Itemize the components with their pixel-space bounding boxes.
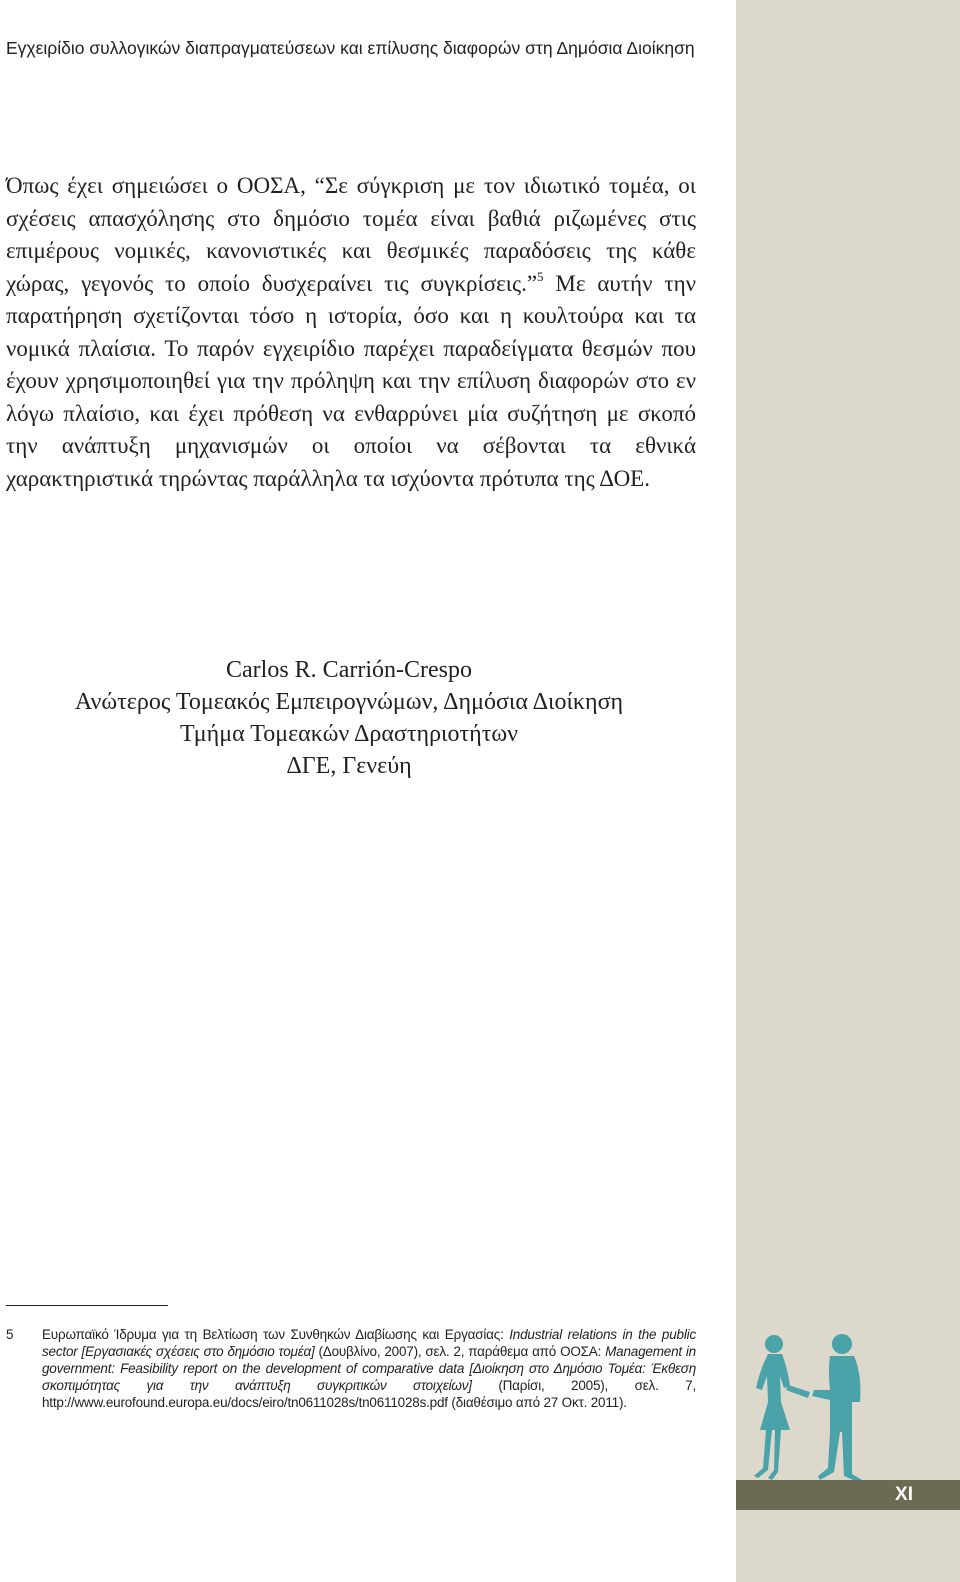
- footnote-text: [42, 1326, 696, 1411]
- signature-role: Ανώτερος Τομεακός Εμπειρογνώμων, Δημόσια Διοίκηση: [74, 689, 624, 715]
- signature-office: ΔΓΕ, Γενεύη: [286, 753, 412, 779]
- footnote-text-3: (Παρίσι, 2005), σελ. 7, http://www.eurofound.europa.eu/docs/eiro/tn0611028s/tn0611028s.pdf (διαθέσιμο από 27 Οκτ. 2011).: [42, 1378, 696, 1410]
- footnote-text-1: Ευρωπαϊκό Ίδρυμα για τη Βελτίωση των Συνθηκών Διαβίωσης και Εργασίας:: [42, 1327, 510, 1342]
- page-number-tab: [736, 1480, 960, 1510]
- footnote-reference[interactable]: 5: [537, 268, 544, 284]
- signature-name: Carlos R. Carrión-Crespo: [226, 657, 472, 683]
- footnote-italic-2: Management in government: Feasibility report on the development of comparative data [Διοίκηση στο Δημόσιο Τομέα: Έκθεση σκοπιμότητας για την ανάπτυξη συγκριτικών στοιχείων]: [42, 1344, 696, 1393]
- body-paragraph: [6, 170, 696, 495]
- footnote: [6, 1326, 696, 1411]
- running-header: Εγχειρίδιο συλλογικών διαπραγματεύσεων και επίλυσης διαφορών στη Δημόσια Διοίκηση: [6, 38, 695, 58]
- page-number: XI: [895, 1484, 913, 1505]
- footnote-italic-1: Industrial relations in the public sector [Εργασιακές σχέσεις στο δημόσιο τομέα]: [42, 1327, 696, 1359]
- body-text-part-1: Όπως έχει σημειώσει ο ΟΟΣΑ, “Σε σύγκριση με τον ιδιωτικό τομέα, οι σχέσεις απασχόλησης στο δημόσιο τομέα είναι βαθιά ριζωμένες στις επιμέρους νομικές, κανονιστικές και θεσμικές παραδόσεις της κάθε χώρας, γεγονός το οποίο δυσχεραίνει τις συγκρίσεις.”: [6, 173, 696, 296]
- people-figures-icon: [744, 1330, 874, 1485]
- footnote-text-2: (Δουβλίνο, 2007), σελ. 2, παράθεμα από ΟΟΣΑ:: [314, 1344, 606, 1359]
- signature-department: Τμήμα Τομεακών Δραστηριοτήτων: [180, 721, 518, 747]
- footnote-separator: [6, 1305, 168, 1306]
- signature-block: [0, 654, 698, 782]
- body-text-part-2: Με αυτήν την παρατήρηση σχετίζονται τόσο η ιστορία, όσο και η κουλτούρα και τα νομικά πλαίσια. Το παρόν εγχειρίδιο παρέχει παραδείγματα θεσμών που έχουν χρησιμοποιηθεί για την πρόληψη και την επίλυση διαφορών στο εν λόγω πλαίσιο, και έχει πρόθεση να ενθαρρύνει μία συζήτηση με σκοπό την ανάπτυξη μηχανισμών οι οποίοι να σέβονται τα εθνικά χαρακτηριστικά τηρώντας παράλληλα τα ισχύοντα πρότυπα της ΔΟΕ.: [6, 270, 696, 491]
- footnote-number: 5: [6, 1327, 14, 1342]
